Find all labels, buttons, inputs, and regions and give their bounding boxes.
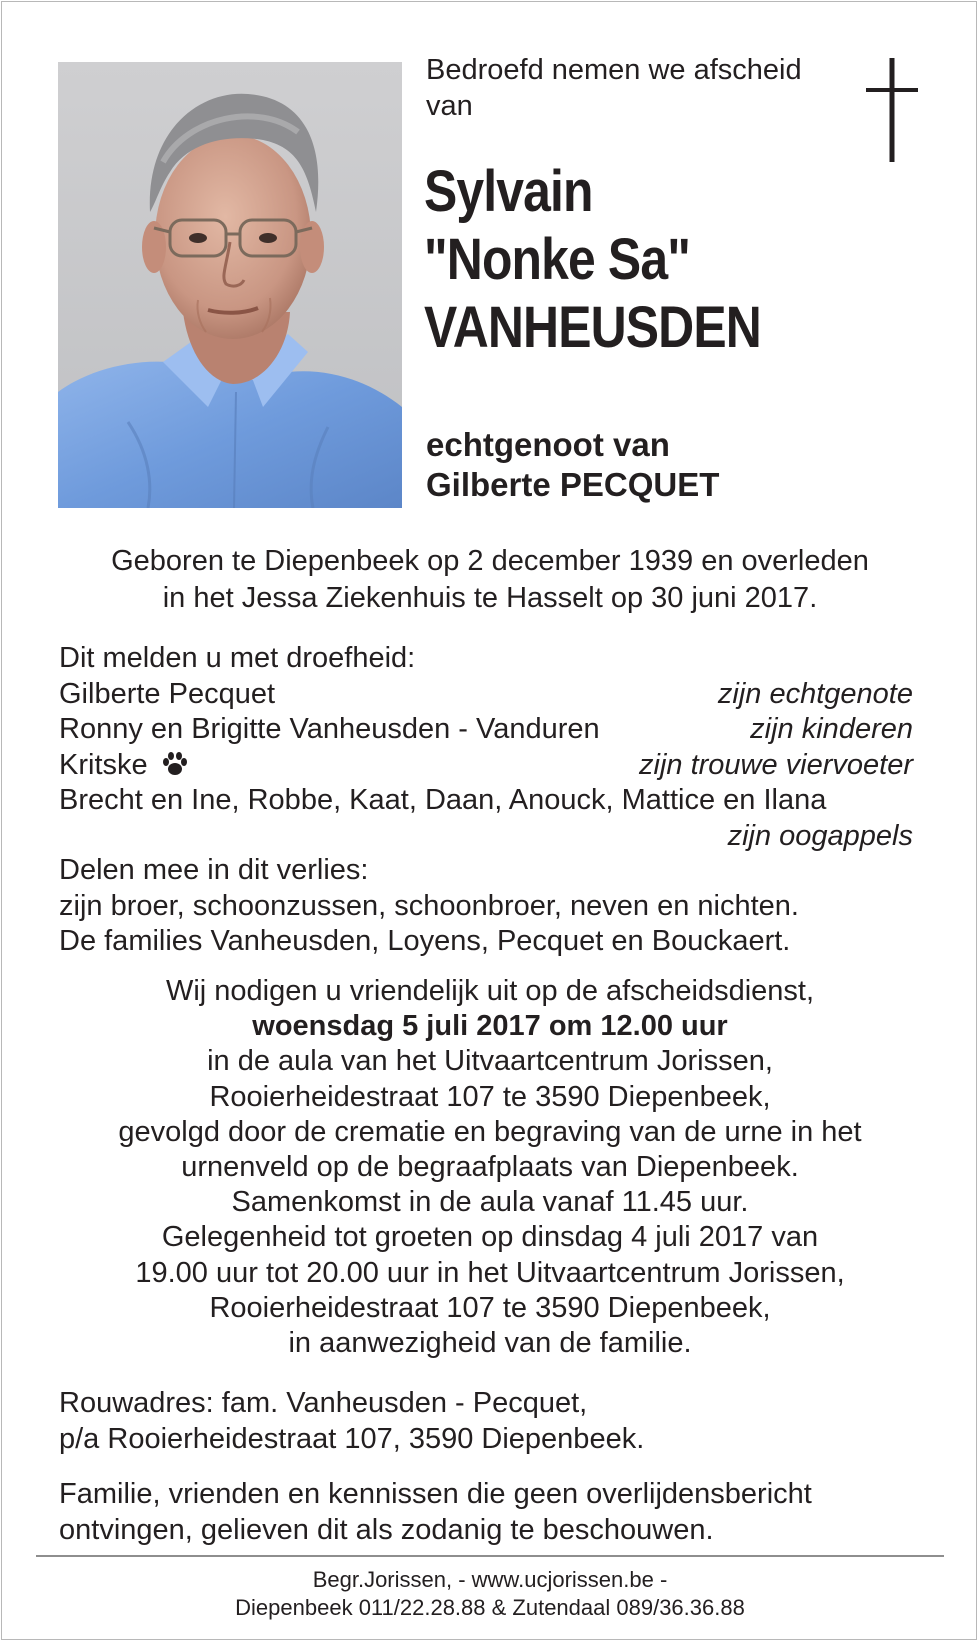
address-line-2: p/a Rooierheidestraat 107, 3590 Diepenbeek.: [59, 1423, 645, 1455]
spouse-block: [426, 425, 886, 505]
address-line-1: Rouwadres: fam. Vanheusden - Pecquet,: [59, 1387, 588, 1419]
sharing-line-2: De families Vanheusden, Loyens, Pecquet en Bouckaert.: [59, 925, 791, 957]
announcement-block: [59, 641, 913, 854]
family-row: [59, 748, 913, 784]
service-date: woensdag 5 juli 2017 om 12.00 uur: [252, 1010, 728, 1043]
birth-death-text: [30, 543, 950, 617]
service-line: Rooierheidestraat 107 te 3590 Diepenbeek,: [209, 1291, 771, 1324]
footer: [30, 1566, 950, 1622]
sharing-line-1: zijn broer, schoonzussen, schoonbroer, neven en nichten.: [59, 889, 799, 922]
last-name: VANHEUSDEN: [424, 295, 761, 360]
service-line: Samenkomst in de aula vanaf 11.45 uur.: [231, 1186, 749, 1219]
spouse-name: Gilberte PECQUET: [426, 466, 720, 503]
deceased-name: [424, 158, 871, 362]
family-role: zijn kinderen: [750, 713, 913, 745]
intro-line-2: van: [426, 90, 473, 122]
service-line: Rooierheidestraat 107 te 3590 Diepenbeek,: [209, 1080, 771, 1113]
footer-divider: [36, 1555, 944, 1557]
family-name: Ronny en Brigitte Vanheusden - Vanduren: [59, 713, 600, 745]
sharing-heading: Delen mee in dit verlies:: [59, 854, 369, 886]
paw-icon: [160, 750, 190, 778]
family-role: zijn trouwe viervoeter: [639, 748, 913, 781]
service-line: 19.00 uur tot 20.00 uur in het Uitvaartcentrum Jorissen,: [135, 1256, 845, 1289]
announcement-heading: Dit melden u met droefheid:: [59, 642, 416, 674]
family-row: [59, 712, 913, 748]
closing-line-1: Familie, vrienden en kennissen die geen overlijdensbericht: [59, 1478, 812, 1510]
intro-line-1: Bedroefd nemen we afscheid: [426, 54, 802, 86]
portrait-photo: [58, 62, 402, 508]
service-line: in aanwezigheid van de familie.: [288, 1327, 692, 1360]
sharing-block: [59, 853, 939, 960]
nickname: "Nonke Sa": [424, 227, 691, 292]
birth-line-2: in het Jessa Ziekenhuis te Hasselt op 30 juni 2017.: [162, 582, 818, 614]
closing-line-2: ontvingen, gelieven dit als zodanig te beschouwen.: [59, 1514, 714, 1546]
family-role: zijn oogappels: [727, 819, 913, 852]
service-invite: Wij nodigen u vriendelijk uit op de afscheidsdienst,: [165, 975, 815, 1007]
first-name: Sylvain: [424, 159, 593, 224]
cross-icon: [862, 58, 922, 162]
footer-line-2: Diepenbeek 011/22.28.88 & Zutendaal 089/36.36.88: [235, 1595, 745, 1620]
spouse-relation: echtgenoot van: [426, 426, 670, 463]
service-line: gevolgd door de crematie en begraving van de urne in het: [118, 1115, 862, 1148]
service-line: urnenveld op de begraafplaats van Diepenbeek.: [181, 1151, 799, 1184]
family-role: zijn echtgenote: [717, 677, 913, 710]
mourning-address: [59, 1385, 919, 1457]
family-name: Brecht en Ine, Robbe, Kaat, Daan, Anouck, Mattice en Ilana: [59, 784, 827, 816]
family-name: Gilberte Pecquet: [59, 677, 276, 710]
service-block: [30, 974, 950, 1361]
family-row: [59, 677, 913, 713]
family-name: Kritske: [59, 748, 148, 781]
service-line: in de aula van het Uitvaartcentrum Jorissen,: [207, 1045, 773, 1078]
intro-text: [426, 52, 826, 124]
service-line: Gelegenheid tot groeten op dinsdag 4 juli 2017 van: [161, 1221, 819, 1254]
closing-note: [59, 1476, 939, 1548]
birth-line-1: Geboren te Diepenbeek op 2 december 1939 en overleden: [111, 545, 869, 577]
footer-line-1: Begr.Jorissen, - www.ucjorissen.be -: [312, 1567, 668, 1592]
